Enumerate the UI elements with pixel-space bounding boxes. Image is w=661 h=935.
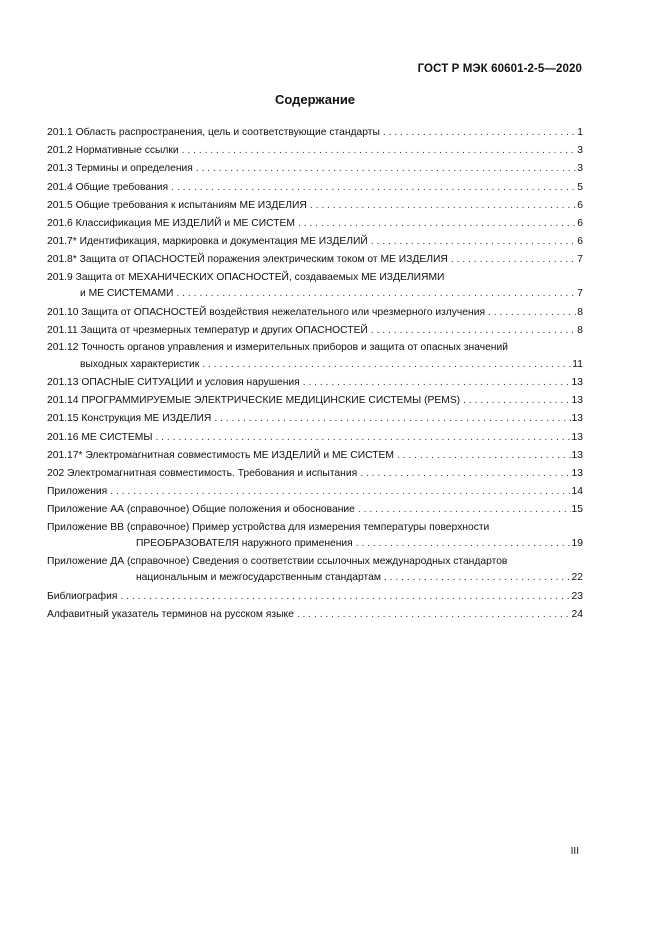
toc-entry <box>47 447 583 465</box>
toc-line <box>47 160 583 178</box>
toc-entry-title: 201.5 Общие требования к испытаниям МЕ ИЗДЕЛИЯ <box>47 199 307 211</box>
toc-entry <box>47 465 583 483</box>
toc-leader-dots <box>155 429 570 447</box>
toc-page-number: 5 <box>577 181 583 193</box>
toc-entry-title: Приложение ДА (справочное) Сведения о соответствии ссылочных международных стандартов <box>47 555 508 567</box>
toc-page-number: 7 <box>577 254 583 266</box>
toc-entry <box>47 483 583 501</box>
toc-line <box>47 392 583 410</box>
toc-page-number: 14 <box>571 486 583 498</box>
toc-entry <box>47 233 583 251</box>
toc-leader-dots <box>110 483 570 501</box>
toc-line <box>47 447 583 465</box>
toc-line <box>47 374 583 392</box>
toc-leader-dots <box>297 606 571 624</box>
toc-leader-dots <box>451 251 576 269</box>
toc-page-number: 23 <box>571 590 583 602</box>
toc-page-number: 6 <box>577 199 583 211</box>
toc-entry-title: 201.6 Классификация МЕ ИЗДЕЛИЙ и МЕ СИСТЕМ <box>47 218 295 230</box>
toc-entry-title: 201.8* Защита от ОПАСНОСТЕЙ поражения электрическим током от МЕ ИЗДЕЛИЯ <box>47 254 448 266</box>
toc-entry <box>47 160 583 178</box>
toc-leader-dots <box>310 197 576 215</box>
toc-line <box>47 179 583 197</box>
toc-entry <box>47 251 583 269</box>
toc-leader-dots <box>196 160 576 178</box>
toc-entry <box>47 215 583 233</box>
toc-line <box>47 554 583 571</box>
toc-entry <box>47 322 583 340</box>
toc-leader-dots <box>298 215 576 233</box>
toc-line <box>47 233 583 251</box>
toc-leader-dots <box>488 304 576 322</box>
toc-entry <box>47 606 583 624</box>
toc-page-number: 13 <box>571 377 583 389</box>
toc-page-number: 6 <box>577 236 583 248</box>
toc-line <box>47 410 583 428</box>
toc-line <box>47 322 583 340</box>
toc-entry-title: ПРЕОБРАЗОВАТЕЛЯ наружного применения <box>136 538 353 550</box>
toc-page-number: 3 <box>577 145 583 157</box>
toc-entry <box>47 501 583 519</box>
toc-leader-dots <box>371 233 576 251</box>
toc-entry <box>47 340 583 373</box>
toc-line <box>47 570 583 587</box>
toc-page-number: 15 <box>571 504 583 516</box>
toc-line <box>47 270 583 287</box>
toc-entry-title: 201.13 ОПАСНЫЕ СИТУАЦИИ и условия нарушения <box>47 377 300 389</box>
toc-entry-title: 201.1 Область распространения, цель и соответствующие стандарты <box>47 127 380 138</box>
toc-entry <box>47 304 583 322</box>
toc-entry <box>47 142 583 160</box>
toc-leader-dots <box>214 410 570 428</box>
toc-line <box>47 536 583 553</box>
toc-entry-title: 201.12 Точность органов управления и измерительных приборов и защита от опасных значений <box>47 342 508 354</box>
toc-entry-title: Алфавитный указатель терминов на русском языке <box>47 608 294 620</box>
toc-entry <box>47 520 583 553</box>
table-of-contents <box>47 124 583 624</box>
toc-entry-title: 201.10 Защита от ОПАСНОСТЕЙ воздействия нежелательного или чрезмерного излучения <box>47 306 486 318</box>
toc-leader-dots <box>356 536 571 553</box>
toc-entry-title: Библиография <box>47 590 118 602</box>
toc-entry <box>47 554 583 587</box>
toc-line <box>47 465 583 483</box>
toc-entry <box>47 197 583 215</box>
toc-entry-title: 201.3 Термины и определения <box>47 163 193 175</box>
toc-entry-title: 202 Электромагнитная совместимость. Требования и испытания <box>47 468 358 480</box>
toc-line <box>47 215 583 233</box>
toc-line <box>47 588 583 606</box>
toc-leader-dots <box>202 357 571 374</box>
toc-line <box>47 501 583 519</box>
toc-entry-title: Приложения <box>47 486 108 498</box>
toc-entry <box>47 410 583 428</box>
toc-entry <box>47 124 583 142</box>
toc-leader-dots <box>397 447 571 465</box>
toc-line <box>47 197 583 215</box>
toc-entry-title: 201.9 Защита от МЕХАНИЧЕСКИХ ОПАСНОСТЕЙ, создаваемых МЕ ИЗДЕЛИЯМИ <box>47 271 445 283</box>
toc-line <box>47 357 583 374</box>
toc-entry <box>47 179 583 197</box>
toc-entry-title: 201.15 Конструкция МЕ ИЗДЕЛИЯ <box>47 413 212 425</box>
toc-line <box>47 429 583 447</box>
toc-entry <box>47 392 583 410</box>
toc-page-number: 7 <box>577 288 583 300</box>
toc-line <box>47 483 583 501</box>
toc-leader-dots <box>120 588 570 606</box>
toc-entry-title: выходных характеристик <box>80 358 200 370</box>
toc-entry-title: 201.7* Идентификация, маркировка и документация МЕ ИЗДЕЛИЙ <box>47 236 368 248</box>
toc-leader-dots <box>384 570 571 587</box>
toc-leader-dots <box>360 465 570 483</box>
document-code: ГОСТ Р МЭК 60601-2-5—2020 <box>417 63 582 75</box>
toc-page-number: 3 <box>577 163 583 175</box>
toc-entry-title: 201.14 ПРОГРАММИРУЕМЫЕ ЭЛЕКТРИЧЕСКИЕ МЕДИЦИНСКИЕ СИСТЕМЫ (PEMS) <box>47 395 461 407</box>
toc-entry <box>47 270 583 303</box>
toc-leader-dots <box>463 392 570 410</box>
toc-line <box>47 304 583 322</box>
toc-entry-title: Приложение АА (справочное) Общие положения и обоснование <box>47 504 355 516</box>
toc-page-number: 8 <box>577 324 583 336</box>
toc-entry-title: Приложение ВВ (справочное) Пример устройства для измерения температуры поверхности <box>47 521 490 533</box>
toc-leader-dots <box>303 374 571 392</box>
toc-entry-title: 201.4 Общие требования <box>47 181 169 193</box>
toc-line <box>47 340 583 357</box>
toc-entry-title: 201.2 Нормативные ссылки <box>47 145 179 157</box>
toc-page-number: 13 <box>571 468 583 480</box>
toc-page-number: 19 <box>571 538 583 550</box>
toc-page-number: 24 <box>571 608 583 620</box>
toc-title: Содержание <box>274 92 356 107</box>
toc-page-number: 6 <box>577 218 583 230</box>
toc-entry <box>47 429 583 447</box>
toc-page-number: 8 <box>577 306 583 318</box>
toc-leader-dots <box>171 179 576 197</box>
toc-entry <box>47 588 583 606</box>
toc-leader-dots <box>182 142 577 160</box>
toc-page-number: 13 <box>571 413 583 425</box>
page-number: III <box>570 846 579 857</box>
toc-line <box>47 124 583 142</box>
toc-line <box>47 251 583 269</box>
toc-page-number: 13 <box>571 449 583 461</box>
toc-entry <box>47 374 583 392</box>
toc-leader-dots <box>358 501 571 519</box>
toc-line <box>47 286 583 303</box>
toc-entry-title: и МЕ СИСТЕМАМИ <box>80 288 174 300</box>
toc-page-number: 1 <box>577 127 583 138</box>
toc-line <box>47 142 583 160</box>
toc-leader-dots <box>383 124 576 142</box>
toc-entry-title: национальным и межгосударственным стандартам <box>136 572 381 584</box>
toc-entry-title: 201.17* Электромагнитная совместимость МЕ ИЗДЕЛИЙ и МЕ СИСТЕМ <box>47 449 394 461</box>
toc-leader-dots <box>176 286 576 303</box>
toc-page-number: 11 <box>572 358 583 370</box>
toc-line <box>47 606 583 624</box>
toc-page-number: 22 <box>571 572 583 584</box>
toc-entry-title: 201.11 Защита от чрезмерных температур и других ОПАСНОСТЕЙ <box>47 324 368 336</box>
toc-line <box>47 520 583 537</box>
toc-entry-title: 201.16 МЕ СИСТЕМЫ <box>47 431 153 443</box>
toc-leader-dots <box>371 322 576 340</box>
toc-page-number: 13 <box>571 431 583 443</box>
toc-page-number: 13 <box>571 395 583 407</box>
